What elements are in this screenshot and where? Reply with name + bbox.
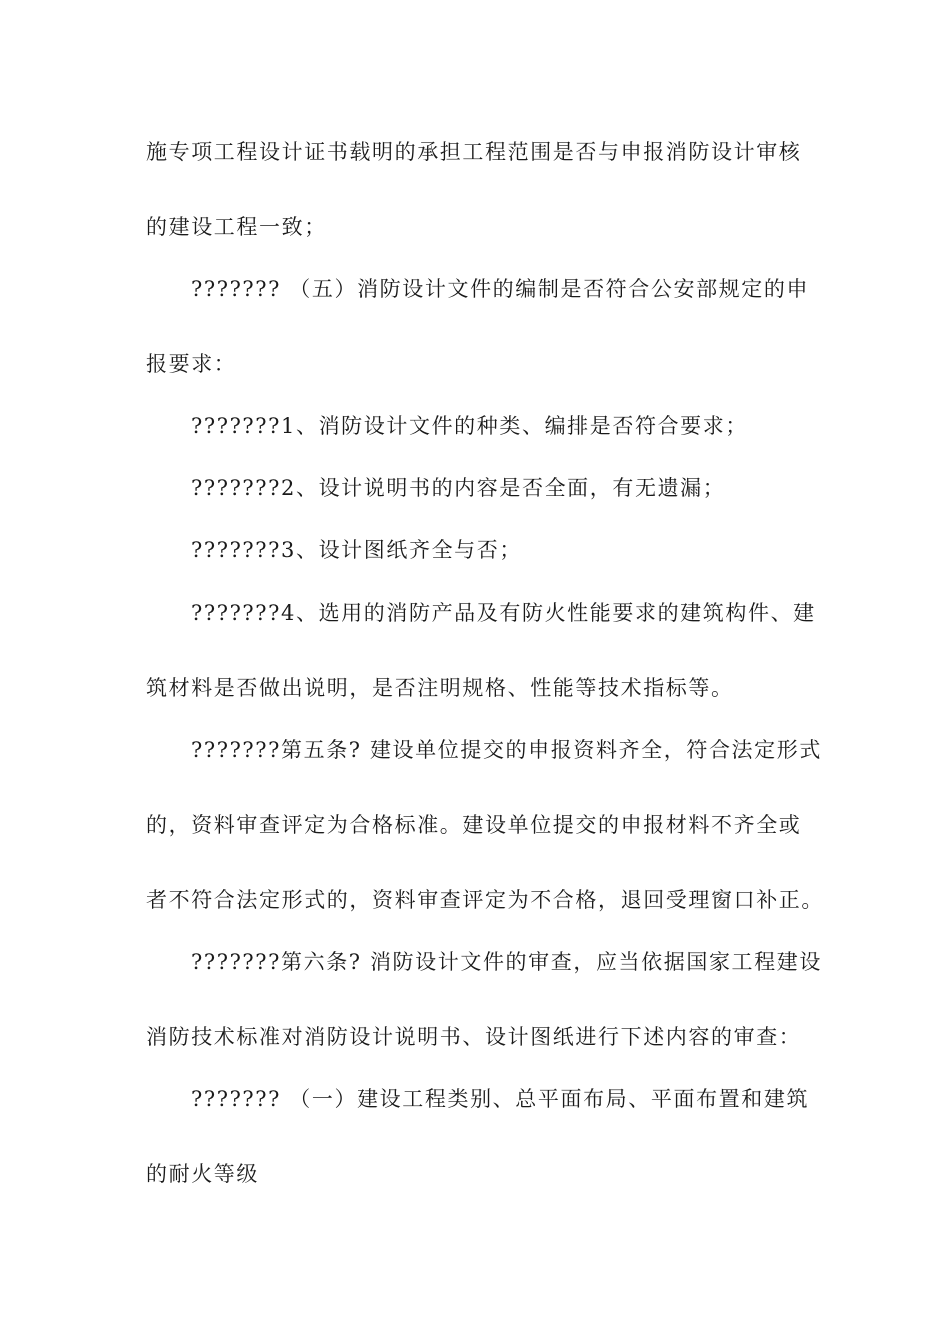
text-line-2: 的建设工程一致；	[146, 215, 327, 239]
text-line-10: ???????第五条? 建设单位提交的申报资料齐全，符合法定形式	[191, 738, 822, 762]
text-line-13: ???????第六条? 消防设计文件的审查，应当依据国家工程建设	[191, 950, 822, 974]
text-line-7: ???????3、设计图纸齐全与否；	[191, 538, 522, 562]
text-line-8: ???????4、选用的消防产品及有防火性能要求的建筑构件、建	[191, 601, 816, 625]
text-line-12: 者不符合法定形式的，资料审查评定为不合格，退回受理窗口补正。	[146, 888, 824, 912]
text-line-5: ???????1、消防设计文件的种类、编排是否符合要求；	[191, 414, 748, 438]
text-line-11: 的，资料审查评定为合格标准。建设单位提交的申报材料不齐全或	[146, 813, 802, 837]
text-line-15: ??????? （一）建设工程类别、总平面布局、平面布置和建筑	[191, 1087, 810, 1111]
text-line-4: 报要求：	[146, 352, 237, 376]
text-line-16: 的耐火等级	[146, 1162, 259, 1186]
text-line-6: ???????2、设计说明书的内容是否全面，有无遗漏；	[191, 476, 726, 500]
text-line-1: 施专项工程设计证书载明的承担工程范围是否与申报消防设计审核	[146, 140, 802, 164]
text-line-14: 消防技术标准对消防设计说明书、设计图纸进行下述内容的审查：	[146, 1025, 802, 1049]
text-line-3: ??????? （五）消防设计文件的编制是否符合公安部规定的申	[191, 277, 810, 301]
text-line-9: 筑材料是否做出说明，是否注明规格、性能等技术指标等。	[146, 676, 734, 700]
